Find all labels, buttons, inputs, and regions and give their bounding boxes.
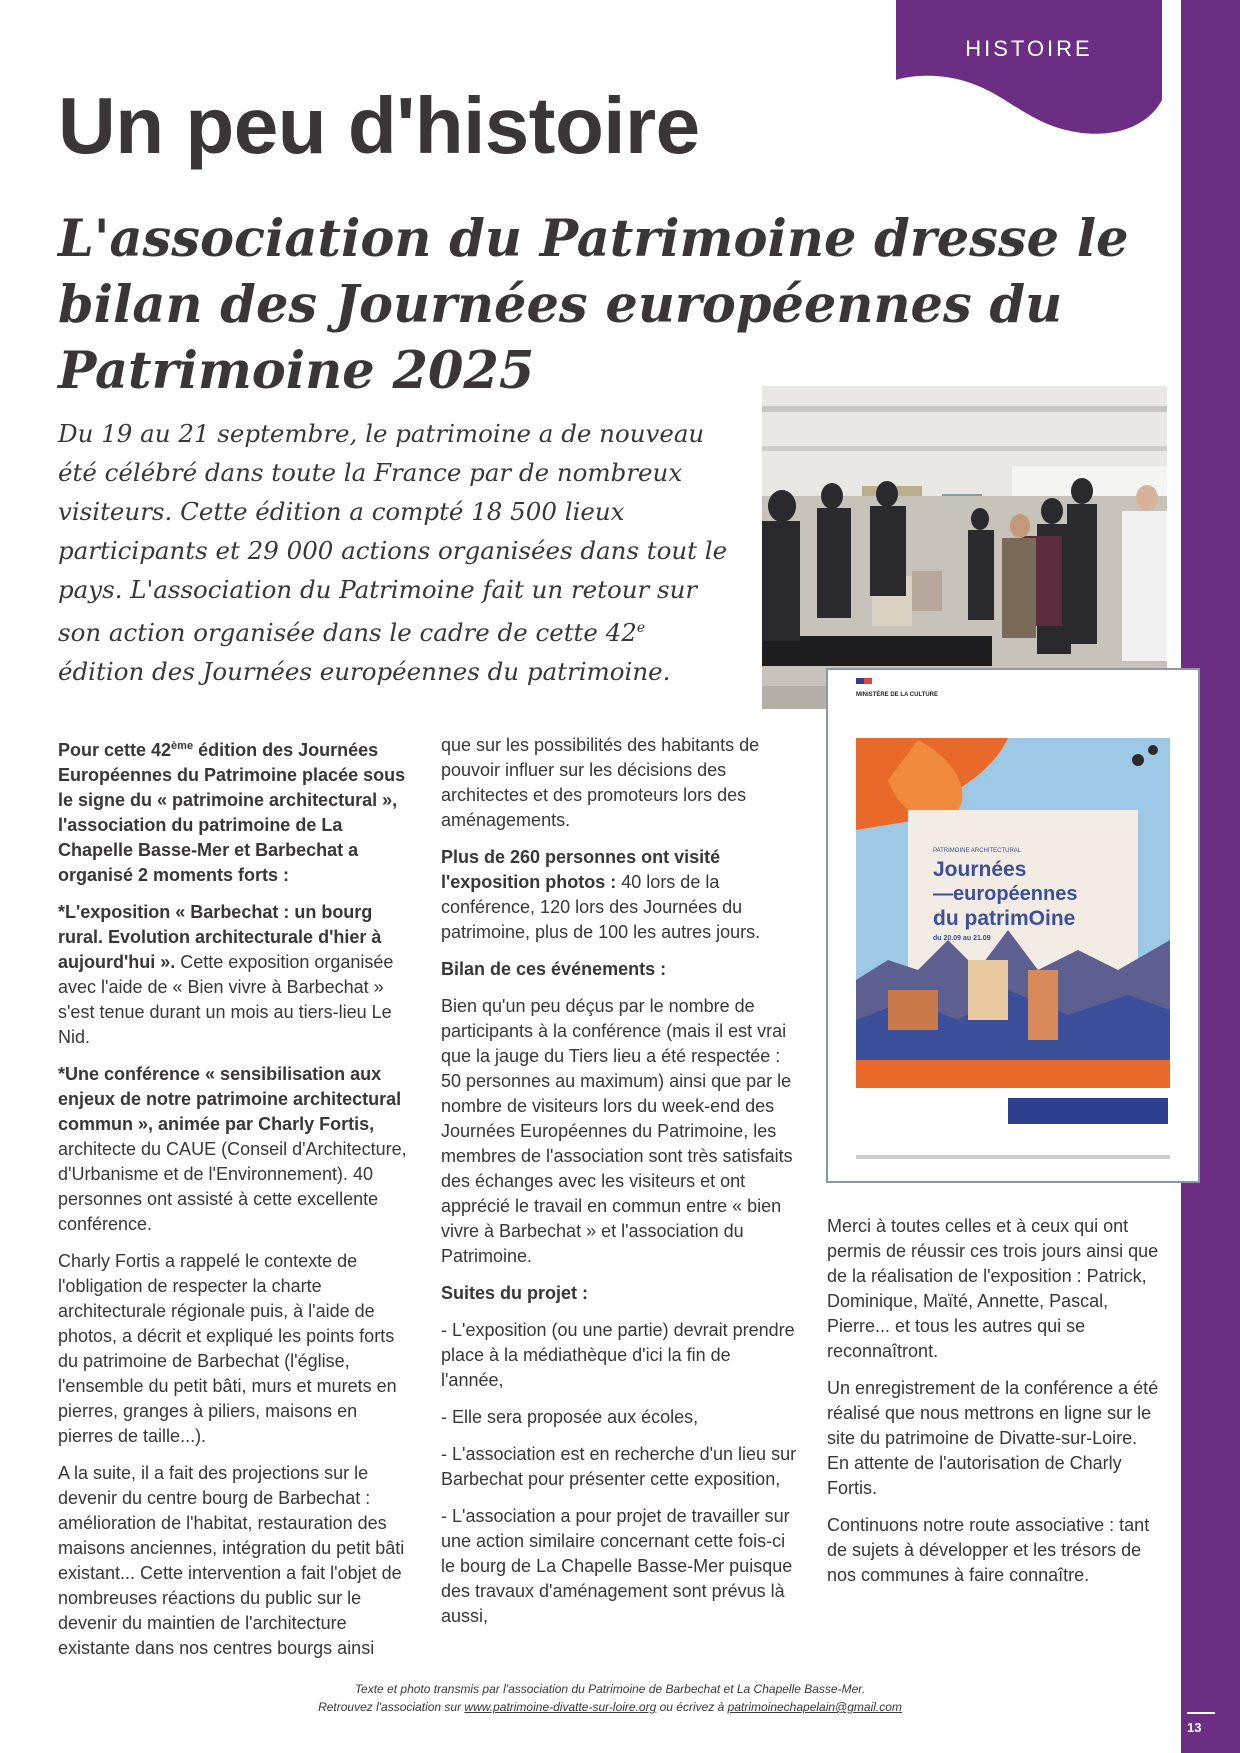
column-2-list-item-4: - L'association a pour projet de travailler sur une action similaire concernant cette fois-ci le bourg de La Chapelle Basse-Mer puisque des travaux d'aménagement sont prévus là aussi, bbox=[441, 1506, 793, 1626]
column-2-list-item-1: - L'exposition (ou une partie) devrait prendre place à la médiathèque d'ici la fin de l'année, bbox=[441, 1320, 795, 1390]
article-column-2 bbox=[441, 733, 798, 1641]
footer-text-b: ou écrivez à bbox=[656, 1700, 728, 1714]
col2-p2-text: 40 lors de la conférence, 120 lors des Journées du patrimoine, plus de 100 les autres jours. bbox=[441, 872, 761, 942]
article-subtitle: L'association du Patrimoine dresse le bilan des Journées européennes du Patrimoine 2025 bbox=[58, 209, 1129, 401]
col1-p1-superscript: ème bbox=[171, 740, 194, 752]
section-tab-label: HISTOIRE bbox=[965, 36, 1093, 61]
page-number: 13 bbox=[1187, 1720, 1202, 1735]
column-1-paragraph-2 bbox=[58, 900, 413, 1050]
page-number-rule bbox=[1187, 1712, 1215, 1714]
column-2-paragraph-2 bbox=[441, 845, 798, 945]
poster-line-2: —européennes bbox=[933, 883, 1078, 905]
col1-p2-bold: *L'exposition « Barbechat : un bourg rural. Evolution architecturale d'hier à aujourd'hui ». bbox=[58, 902, 382, 972]
footer-line-1: Texte et photo transmis par l'association du Patrimoine de Barbechat et La Chapelle Basse-Mer. bbox=[354, 1682, 866, 1696]
column-3-paragraph-2: Un enregistrement de la conférence a été réalisé que nous mettrons en ligne sur le site du patrimoine de Divatte-sur-Loire. En attente de l'autorisation de Charly Fortis. bbox=[827, 1378, 1159, 1498]
article-column-3 bbox=[827, 1214, 1162, 1600]
website-link[interactable]: www.patrimoine-divatte-sur-loire.org bbox=[464, 1700, 657, 1714]
column-1-paragraph-3 bbox=[58, 1062, 413, 1237]
poster-ministry: MINISTÈRE DE LA CULTURE bbox=[856, 692, 938, 698]
intro-text: Du 19 au 21 septembre, le patrimoine a de nouveau été célébré dans toute la France par de nombreux visiteurs. Cette édition a compté 18 500 lieux participants et 29 000 actions organisées dans tout le pays. L'association du Patrimoine fait un retour sur son action organisée dans le cadre de cette 42 bbox=[58, 419, 728, 648]
column-3-paragraph-1: Merci à toutes celles et à ceux qui ont permis de réussir ces trois jours ainsi que de la réalisation de l'exposition : Patrick, Dominique, Maïté, Annette, Pascal, Pierre... et tous les autres qui se reconnaîtront. bbox=[827, 1216, 1159, 1361]
event-poster-illustration bbox=[828, 670, 1198, 1181]
event-poster bbox=[826, 668, 1200, 1183]
intro-superscript: e bbox=[636, 620, 646, 636]
section-tab bbox=[896, 0, 1162, 137]
column-1-paragraph-1 bbox=[58, 734, 413, 888]
intro-paragraph bbox=[58, 414, 738, 691]
footer-line-2 bbox=[240, 1698, 980, 1716]
column-2-list-item-2: - Elle sera proposée aux écoles, bbox=[441, 1407, 699, 1427]
col1-p3-text: architecte du CAUE (Conseil d'Architecture, d'Urbanisme et de l'Environnement). 40 personnes ont assisté à cette excellente conférence. bbox=[58, 1139, 407, 1234]
col1-p1-text-a: Pour cette 42 bbox=[58, 740, 172, 760]
col2-p2-bold: Plus de 260 personnes ont visité l'exposition photos : bbox=[441, 847, 721, 892]
footer-credits bbox=[240, 1680, 980, 1716]
col1-p2-text: Cette exposition organisée avec l'aide de « Bien vivre à Barbechat » s'est tenue durant un mois au tiers-lieu Le Nid. bbox=[58, 952, 394, 1047]
col1-p3-bold: *Une conférence « sensibilisation aux enjeux de notre patrimoine architectural commun », animée par Charly Fortis, bbox=[58, 1064, 402, 1134]
exhibition-photo-illustration bbox=[762, 386, 1167, 709]
column-2-heading-bilan: Bilan de ces événements : bbox=[441, 959, 667, 979]
column-3-paragraph-3: Continuons notre route associative : tant de sujets à développer et les trésors de nos communes à faire connaître. bbox=[827, 1515, 1150, 1585]
col1-p1-text-b: édition des Journées Européennes du Patrimoine placée sous le signe du « patrimoine architectural », l'association du patrimoine de La Chapelle Basse-Mer et Barbechat a organisé 2 moments forts : bbox=[58, 740, 406, 885]
column-2-paragraph-1: que sur les possibilités des habitants de pouvoir influer sur les décisions des architectes et des promoteurs lors des aménagements. bbox=[441, 735, 760, 830]
page-title: Un peu d'histoire bbox=[58, 81, 700, 170]
column-2-heading-suites: Suites du projet : bbox=[441, 1283, 589, 1303]
intro-text-end: édition des Journées européennes du patrimoine. bbox=[58, 657, 671, 687]
poster-line-3: du patrimOine bbox=[933, 907, 1076, 930]
column-2-paragraph-3: Bien qu'un peu déçus par le nombre de participants à la conférence (mais il est vrai que la jauge du Tiers lieu a été respectée : 50 personnes au maximum) ainsi que par le nombre de visiteurs lors du week-end des Journées Européennes du Patrimoine, les membres de l'association sont très satisfaits des échanges avec les visiteurs et ont apprécié le travail en commun entre « bien vivre à Barbechat » et l'association du Patrimoine. bbox=[441, 996, 793, 1266]
poster-dates: du 20.09 au 21.09 bbox=[933, 935, 991, 942]
column-2-list-item-3: - L'association est en recherche d'un lieu sur Barbechat pour présenter cette exposition, bbox=[441, 1444, 797, 1489]
column-1-paragraph-4: Charly Fortis a rappelé le contexte de l'obligation de respecter la charte architecturale régionale puis, à l'aide de photos, a décrit et expliqué les points forts du patrimoine de Barbechat (l'église, l'ensemble du petit bâti, murs et murets en pierres, granges à piliers, maisons en pierres de taille...). bbox=[58, 1251, 397, 1446]
exhibition-photo bbox=[762, 386, 1167, 709]
poster-line-1: Journées bbox=[933, 858, 1027, 881]
article-column-1 bbox=[58, 734, 413, 1673]
column-1-paragraph-5: A la suite, il a fait des projections sur le devenir du centre bourg de Barbechat : amélioration de l'habitat, restauration des maisons anciennes, intégration du petit bâti existant... Cette intervention a fait l'objet de nombreuses réactions du public sur le devenir du maintien de l'architecture existante dans nos centres bourgs ainsi bbox=[58, 1463, 405, 1658]
section-tab-shape bbox=[896, 0, 1162, 137]
poster-theme: PATRIMOINE ARCHITECTURAL bbox=[933, 848, 1022, 854]
email-link[interactable]: patrimoinechapelain@gmail.com bbox=[727, 1700, 902, 1714]
footer-text-a: Retrouvez l'association sur bbox=[318, 1700, 465, 1714]
